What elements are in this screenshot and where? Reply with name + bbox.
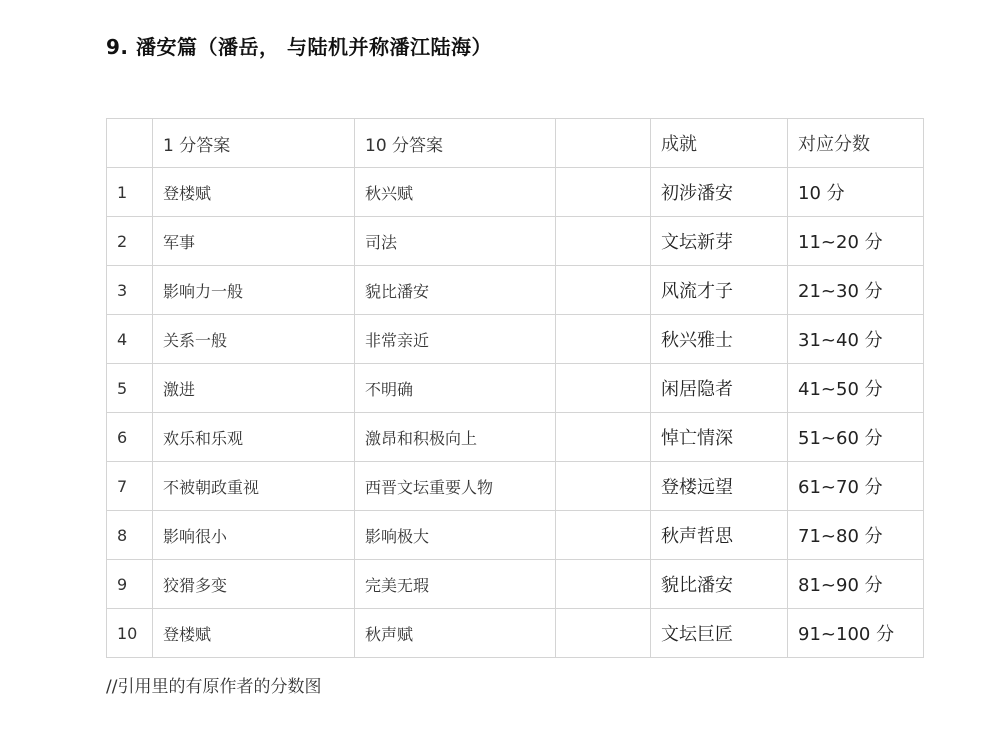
achievement-name: 秋声哲思	[651, 511, 788, 560]
header-one-point-answer: 1 分答案	[153, 119, 355, 168]
table-row	[107, 413, 924, 462]
page-title: 9. 潘安篇（潘岳， 与陆机并称潘江陆海）	[106, 35, 492, 59]
ten-point-answer: 不明确	[355, 364, 556, 413]
score-range: 51~60 分	[788, 413, 924, 462]
row-number: 4	[107, 315, 153, 364]
gap-cell	[556, 462, 651, 511]
table-row	[107, 315, 924, 364]
row-number: 2	[107, 217, 153, 266]
one-point-answer: 影响力一般	[153, 266, 355, 315]
ten-point-answer: 秋声赋	[355, 609, 556, 658]
table-row	[107, 217, 924, 266]
score-range: 41~50 分	[788, 364, 924, 413]
score-range: 10 分	[788, 168, 924, 217]
score-range: 31~40 分	[788, 315, 924, 364]
score-range: 61~70 分	[788, 462, 924, 511]
gap-cell	[556, 511, 651, 560]
table-row	[107, 266, 924, 315]
header-ten-point-answer: 10 分答案	[355, 119, 556, 168]
row-number: 7	[107, 462, 153, 511]
one-point-answer: 军事	[153, 217, 355, 266]
one-point-answer: 狡猾多变	[153, 560, 355, 609]
row-number: 8	[107, 511, 153, 560]
achievement-name: 初涉潘安	[651, 168, 788, 217]
achievement-name: 风流才子	[651, 266, 788, 315]
ten-point-answer: 影响极大	[355, 511, 556, 560]
ten-point-answer: 秋兴赋	[355, 168, 556, 217]
achievement-name: 文坛巨匠	[651, 609, 788, 658]
one-point-answer: 不被朝政重视	[153, 462, 355, 511]
achievement-name: 闲居隐者	[651, 364, 788, 413]
achievement-name: 登楼远望	[651, 462, 788, 511]
gap-cell	[556, 217, 651, 266]
achievement-name: 文坛新芽	[651, 217, 788, 266]
gap-cell	[556, 413, 651, 462]
one-point-answer: 激进	[153, 364, 355, 413]
score-range: 81~90 分	[788, 560, 924, 609]
row-number: 6	[107, 413, 153, 462]
gap-cell	[556, 168, 651, 217]
ten-point-answer: 非常亲近	[355, 315, 556, 364]
ten-point-answer: 司法	[355, 217, 556, 266]
ten-point-answer: 激昂和积极向上	[355, 413, 556, 462]
source-footnote: //引用里的有原作者的分数图	[106, 677, 322, 697]
table-row	[107, 609, 924, 658]
score-range: 91~100 分	[788, 609, 924, 658]
gap-cell	[556, 266, 651, 315]
header-number	[107, 119, 153, 168]
gap-cell	[556, 119, 651, 168]
row-number: 1	[107, 168, 153, 217]
row-number: 10	[107, 609, 153, 658]
row-number: 3	[107, 266, 153, 315]
gap-cell	[556, 560, 651, 609]
score-range: 21~30 分	[788, 266, 924, 315]
score-table	[106, 118, 924, 658]
row-number: 9	[107, 560, 153, 609]
achievement-name: 貌比潘安	[651, 560, 788, 609]
table-row	[107, 511, 924, 560]
ten-point-answer: 完美无瑕	[355, 560, 556, 609]
gap-cell	[556, 315, 651, 364]
table-row	[107, 462, 924, 511]
header-score: 对应分数	[788, 119, 924, 168]
gap-cell	[556, 364, 651, 413]
table-row	[107, 560, 924, 609]
one-point-answer: 登楼赋	[153, 609, 355, 658]
table-header-row	[107, 119, 924, 168]
score-range: 71~80 分	[788, 511, 924, 560]
one-point-answer: 欢乐和乐观	[153, 413, 355, 462]
one-point-answer: 关系一般	[153, 315, 355, 364]
achievement-name: 秋兴雅士	[651, 315, 788, 364]
gap-cell	[556, 609, 651, 658]
row-number: 5	[107, 364, 153, 413]
table-row	[107, 168, 924, 217]
one-point-answer: 影响很小	[153, 511, 355, 560]
header-achievement: 成就	[651, 119, 788, 168]
score-range: 11~20 分	[788, 217, 924, 266]
achievement-name: 悼亡情深	[651, 413, 788, 462]
one-point-answer: 登楼赋	[153, 168, 355, 217]
ten-point-answer: 西晋文坛重要人物	[355, 462, 556, 511]
table-row	[107, 364, 924, 413]
ten-point-answer: 貌比潘安	[355, 266, 556, 315]
